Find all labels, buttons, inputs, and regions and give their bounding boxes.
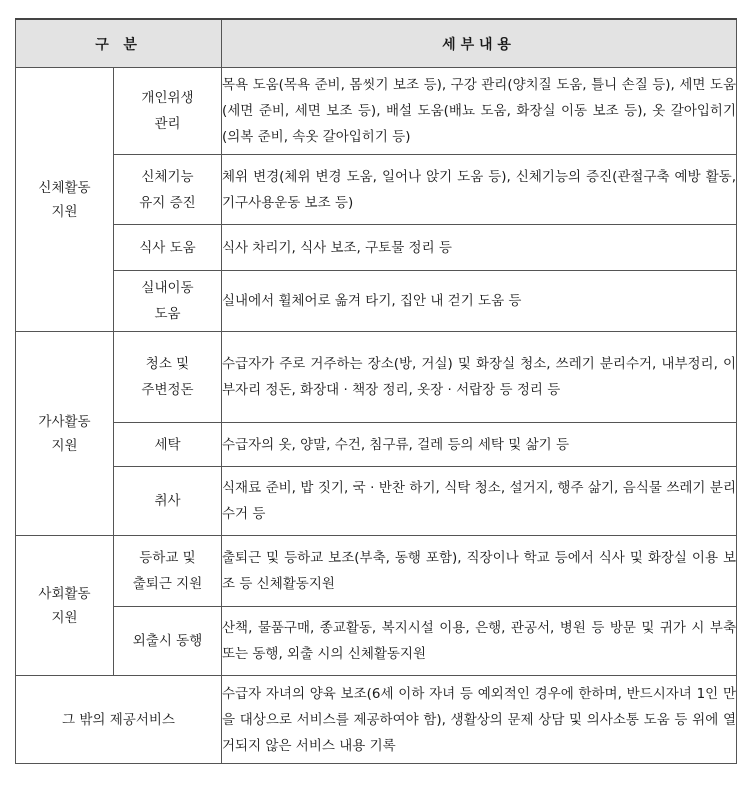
header-detail: 세부내용 [222,19,737,68]
subcategory-cell: 청소 및 주변정돈 [114,332,222,423]
detail-cell: 식사 차리기, 식사 보조, 구토물 정리 등 [222,225,737,271]
category-social: 사회활동 지원 [16,536,114,676]
detail-cell: 출퇴근 및 등하교 보조(부축, 동행 포함), 직장이나 학교 등에서 식사 및 화장실 이용 보조 등 신체활동지원 [222,536,737,607]
detail-cell: 체위 변경(체위 변경 도움, 일어나 앉기 도움 등), 신체기능의 증진(관절구축 예방 활동, 기구사용운동 보조 등) [222,155,737,225]
header-category: 구 분 [16,19,222,68]
subcategory-cell: 등하교 및 출퇴근 지원 [114,536,222,607]
table-row [16,607,737,676]
subcategory-cell: 개인위생 관리 [114,68,222,155]
table-row [16,467,737,536]
detail-cell: 수급자의 옷, 양말, 수건, 침구류, 걸레 등의 세탁 및 삶기 등 [222,423,737,467]
table-row [16,536,737,607]
detail-cell: 식재료 준비, 밥 짓기, 국 · 반찬 하기, 식탁 청소, 설거지, 행주 삶기, 음식물 쓰레기 분리수거 등 [222,467,737,536]
table-header-row [16,19,737,68]
subcategory-cell: 식사 도움 [114,225,222,271]
table-row [16,225,737,271]
subcategory-cell: 세탁 [114,423,222,467]
subcategory-cell: 외출시 동행 [114,607,222,676]
service-table [15,18,737,764]
detail-cell: 산책, 물품구매, 종교활동, 복지시설 이용, 은행, 관공서, 병원 등 방문 및 귀가 시 부축 또는 동행, 외출 시의 신체활동지원 [222,607,737,676]
table-row [16,423,737,467]
category-housework: 가사활동 지원 [16,332,114,536]
subcategory-cell: 취사 [114,467,222,536]
table-row [16,68,737,155]
detail-cell: 목욕 도움(목욕 준비, 몸씻기 보조 등), 구강 관리(양치질 도움, 틀니 손질 등), 세면 도움(세면 준비, 세면 보조 등), 배설 도움(배뇨 도움, 화장실 이동 보조 등), 옷 갈아입히기(의복 준비, 속옷 갈아입히기 등) [222,68,737,155]
table-row [16,332,737,423]
table-row [16,271,737,332]
detail-cell: 실내에서 휠체어로 옮겨 타기, 집안 내 걷기 도움 등 [222,271,737,332]
table-row [16,676,737,764]
subcategory-cell: 실내이동 도움 [114,271,222,332]
detail-cell: 수급자가 주로 거주하는 장소(방, 거실) 및 화장실 청소, 쓰레기 분리수거, 내부정리, 이부자리 정돈, 화장대 · 책장 정리, 옷장 · 서랍장 등 정리 등 [222,332,737,423]
table-row [16,155,737,225]
subcategory-cell: 신체기능 유지 증진 [114,155,222,225]
category-other: 그 밖의 제공서비스 [16,676,222,764]
detail-cell: 수급자 자녀의 양육 보조(6세 이하 자녀 등 예외적인 경우에 한하며, 반드시자녀 1인 만을 대상으로 서비스를 제공하여야 함), 생활상의 문제 상담 및 의사소통 도움 등 위에 열거되지 않은 서비스 내용 기록 [222,676,737,764]
category-physical: 신체활동 지원 [16,68,114,332]
